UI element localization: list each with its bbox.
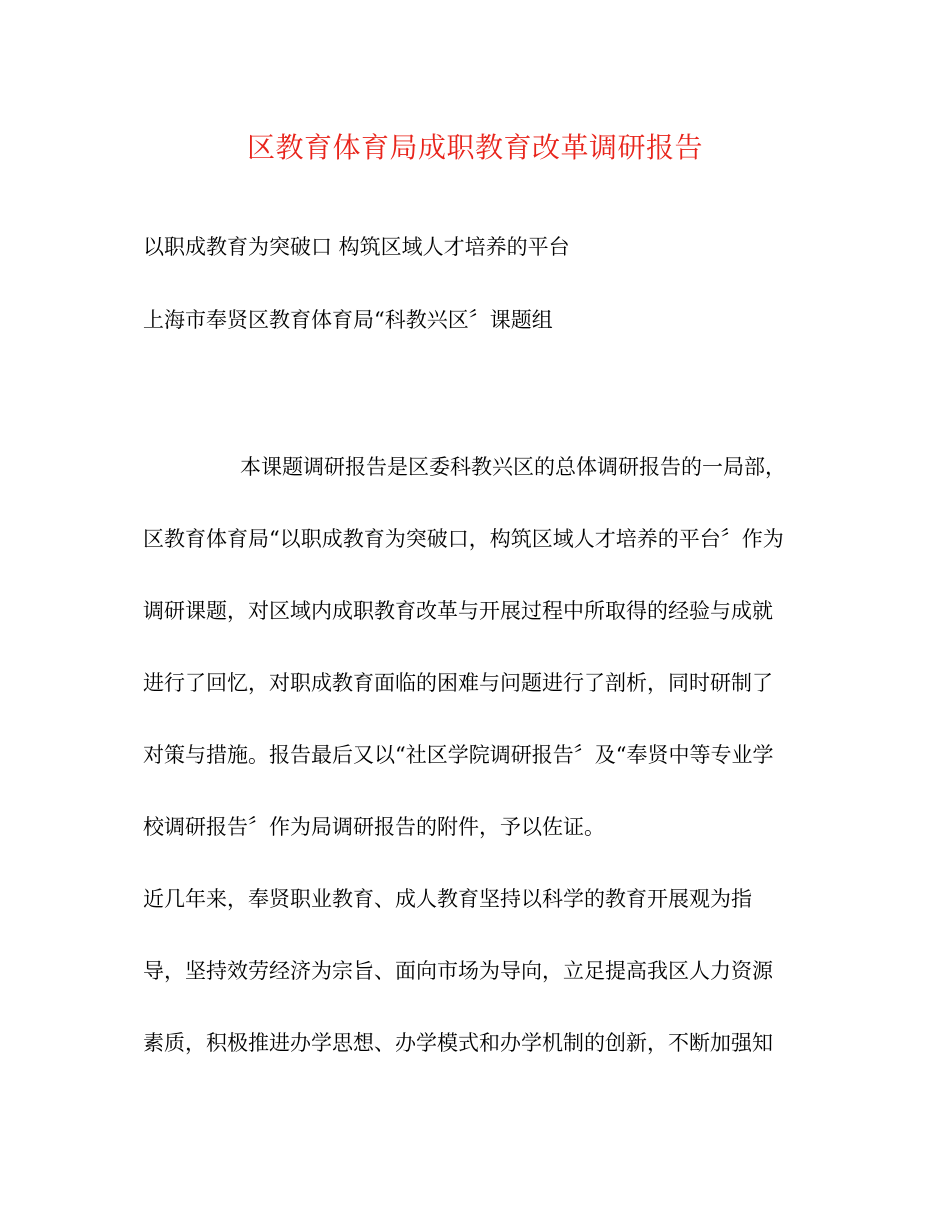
body-line: 本课题调研报告是区委科教兴区的总体调研报告的一局部，	[240, 455, 786, 479]
document-subtitle: 以职成教育为突破口 构筑区域人才培养的平台	[143, 235, 570, 259]
body-line: 近几年来，奉贤职业教育、成人教育坚持以科学的教育开展观为指	[143, 887, 752, 911]
document-title: 区教育体育局成职教育改革调研报告	[246, 131, 703, 164]
body-line: 调研课题，对区域内成职教育改革与开展过程中所取得的经验与成就	[143, 599, 773, 623]
document-author: 上海市奉贤区教育体育局“科教兴区〞课题组	[143, 308, 553, 332]
body-line: 导，坚持效劳经济为宗旨、面向市场为导向，立足提高我区人力资源	[143, 959, 773, 983]
body-line: 进行了回忆，对职成教育面临的困难与问题进行了剖析，同时研制了	[143, 671, 773, 695]
body-line: 对策与措施。报告最后又以“社区学院调研报告〞及“奉贤中等专业学	[143, 743, 774, 767]
body-line: 素质，积极推进办学思想、办学模式和办学机制的创新，不断加强知	[143, 1031, 773, 1055]
body-line: 校调研报告〞作为局调研报告的附件，予以佐证。	[143, 815, 605, 839]
body-line: 区教育体育局“以职成教育为突破口，构筑区域人才培养的平台〞作为	[143, 527, 784, 551]
